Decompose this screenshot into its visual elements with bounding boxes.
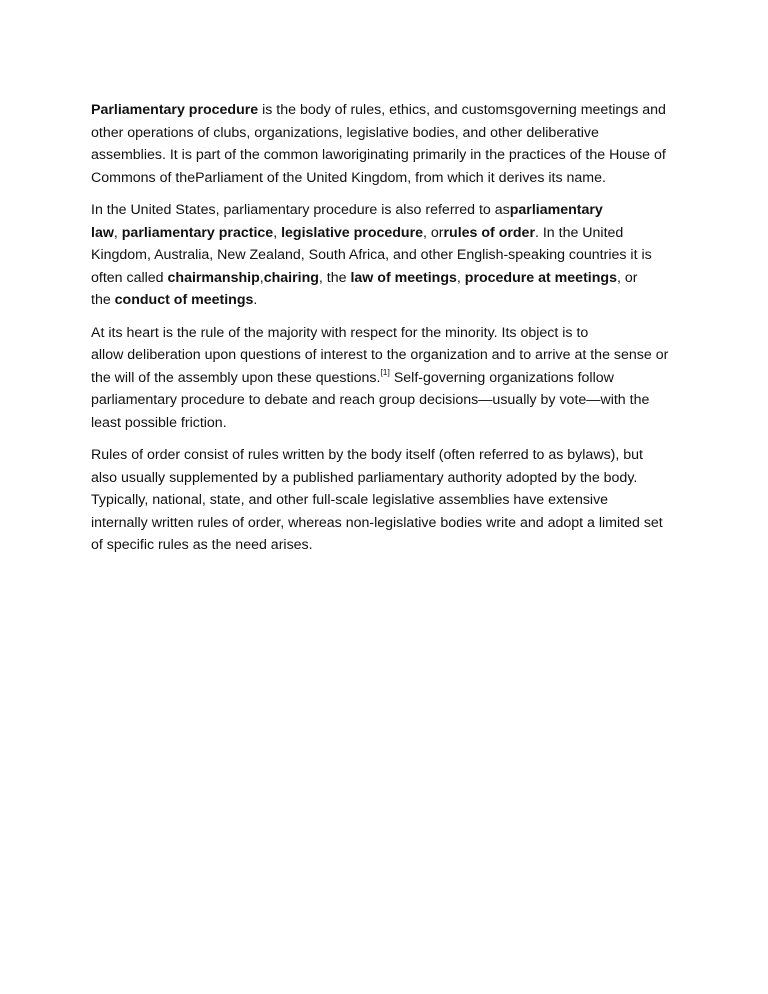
text-run: At its heart is the rule of the majority with respect for the minority. Its object is to [91,324,589,341]
text-line [91,267,686,290]
text-line [91,389,686,412]
text-run: , or [616,269,638,286]
text-run: , [113,224,122,241]
text-run: Kingdom, Australia, New Zealand, South Africa, and other English-speaking countries it is [91,247,652,263]
text-line [91,322,686,345]
text-line [91,534,686,557]
text-run: the [91,292,115,308]
text-line [91,367,686,390]
text-line [91,444,686,467]
text-run: allow deliberation upon questions of interest to the organization and to arrive at the sense or [91,347,669,363]
text-line [91,144,686,167]
text-run: . [253,292,258,308]
text-run: of specific rules as the need arises. [91,537,313,553]
paragraph-4 [91,444,686,557]
bold-term: chairmanship [167,269,260,286]
bold-term: legislative procedure [281,224,424,241]
text-run: parliamentary procedure to debate and reach group decisions—usually by vote—with the [91,392,650,408]
text-line [91,412,686,435]
text-line [91,289,686,312]
text-line [91,467,686,490]
bold-term: parliamentary practice [121,224,274,241]
paragraph-1 [91,99,686,189]
text-line [91,222,686,245]
text-run: , [273,224,282,241]
bold-term: chairing [263,269,319,286]
text-run: , the [318,269,351,286]
text-line [91,199,686,222]
text-run: Self-governing organizations follow [389,369,614,386]
text-line [91,99,686,122]
text-line [91,244,686,267]
text-run: other operations of clubs, organizations, legislative bodies, and other deliberative [91,124,599,141]
bold-term: Parliamentary procedure [91,102,259,118]
text-line [91,512,686,535]
text-run: , [259,269,264,286]
text-line [91,167,686,190]
text-run: Typically, national, state, and other full-scale legislative assemblies have extensive [91,492,609,508]
bold-term: law of meetings [350,269,457,286]
text-run: also usually supplemented by a published parliamentary authority adopted by the body. [91,469,638,486]
bold-term: parliamentary [509,202,603,218]
text-run: , [456,269,465,286]
bold-term: rules of order [443,224,535,241]
bold-term: law [91,224,114,241]
document-page [91,99,686,567]
text-line [91,122,686,145]
text-line [91,489,686,512]
text-run: least possible friction. [91,414,227,431]
text-run: In the United States, parliamentary procedure is also referred to as [91,202,510,218]
citation-superscript[interactable]: [1] [380,366,390,377]
text-run: . In the United [534,224,624,241]
text-run: often called [91,269,168,286]
text-run: , or [423,224,444,241]
text-run: internally written rules of order, whereas non-legislative bodies write and adopt a limited set [91,514,663,531]
text-run: Rules of order consist of rules written by the body itself (often referred to as bylaws), but [91,447,643,463]
bold-term: conduct of meetings [114,292,254,308]
text-line [91,344,686,367]
text-run: assemblies. It is part of the common laworiginating primarily in the practices of the House of [91,147,666,163]
text-run: the will of the assembly upon these questions. [91,369,381,386]
text-run: Commons of theParliament of the United Kingdom, from which it derives its name. [91,169,606,186]
paragraph-2 [91,199,686,312]
paragraph-3 [91,322,686,435]
bold-term: procedure at meetings [464,269,617,286]
text-run: is the body of rules, ethics, and customsgoverning meetings and [258,102,666,118]
